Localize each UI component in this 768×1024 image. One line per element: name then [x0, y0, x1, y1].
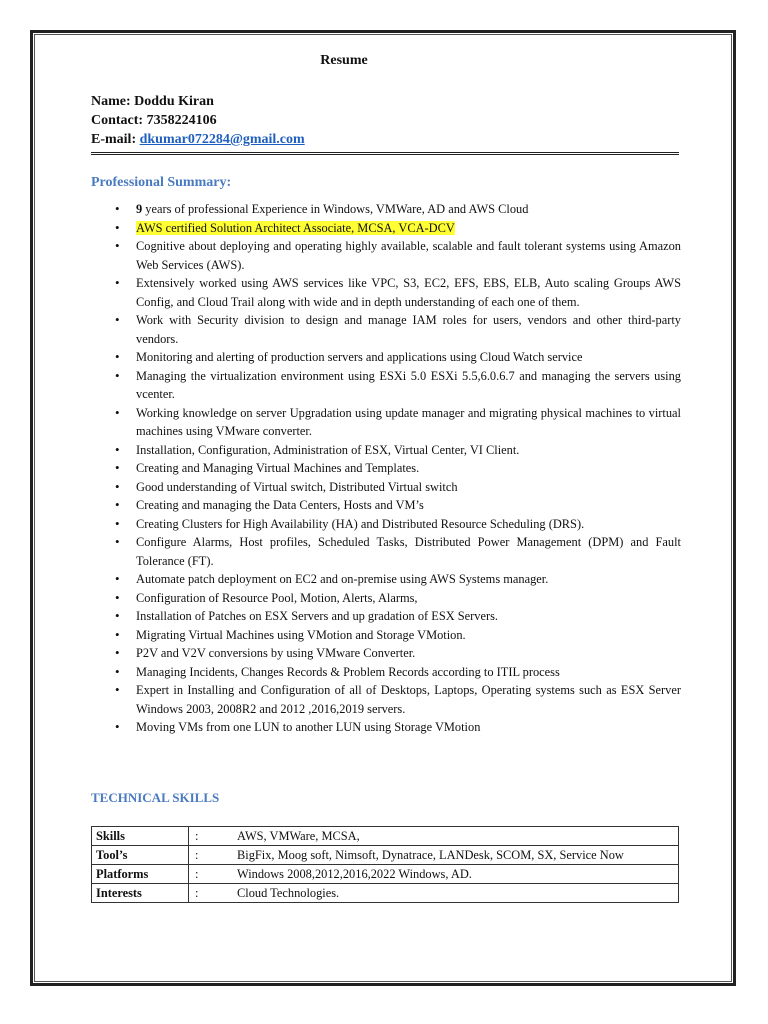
skill-value: BigFix, Moog soft, Nimsoft, Dynatrace, LANDesk, SCOM, SX, Service Now: [233, 846, 679, 865]
skill-separator: :: [189, 865, 234, 884]
list-item: • Expert in Installing and Configuration of all of Desktops, Laptops, Operating systems such as ESX Server Windows 2003, 2008R2 and 2012 ,2016,2019 servers.: [91, 681, 681, 718]
list-item: • Good understanding of Virtual switch, Distributed Virtual switch: [91, 478, 681, 497]
table-row: [92, 846, 679, 865]
skill-label: Tool’s: [92, 846, 189, 865]
list-item: • Creating Clusters for High Availability (HA) and Distributed Resource Scheduling (DRS).: [91, 515, 681, 534]
list-item: • Installation of Patches on ESX Servers and up gradation of ESX Servers.: [91, 607, 681, 626]
skill-label: Skills: [92, 827, 189, 846]
summary-list: [91, 200, 681, 737]
list-item: • Migrating Virtual Machines using VMotion and Storage VMotion.: [91, 626, 681, 645]
list-item: • Work with Security division to design and manage IAM roles for users, vendors and other third-party vendors.: [91, 311, 681, 348]
list-item: • Moving VMs from one LUN to another LUN using Storage VMotion: [91, 718, 681, 737]
technical-skills-heading: TECHNICAL SKILLS: [91, 790, 220, 805]
skill-value: Windows 2008,2012,2016,2022 Windows, AD.: [233, 865, 679, 884]
skill-separator: :: [189, 884, 234, 903]
list-item: • Creating and managing the Data Centers, Hosts and VM’s: [91, 496, 681, 515]
skill-label: Platforms: [92, 865, 189, 884]
list-item: • Monitoring and alerting of production servers and applications using Cloud Watch service: [91, 348, 681, 367]
list-item: • Managing the virtualization environment using ESXi 5.0 ESXi 5.5,6.0.6.7 and managing the servers using vcenter.: [91, 367, 681, 404]
skill-value: AWS, VMWare, MCSA,: [233, 827, 679, 846]
document-title: Resume: [320, 53, 368, 68]
email-link[interactable]: dkumar072284@gmail.com: [139, 132, 305, 147]
skill-separator: :: [189, 827, 234, 846]
list-item: • Cognitive about deploying and operating highly available, scalable and fault tolerant systems using Amazon Web Services (AWS).: [91, 237, 681, 274]
skill-value: Cloud Technologies.: [233, 884, 679, 903]
list-item: • Configuration of Resource Pool, Motion, Alerts, Alarms,: [91, 589, 681, 608]
list-item: • Automate patch deployment on EC2 and on-premise using AWS Systems manager.: [91, 570, 681, 589]
list-item: • Installation, Configuration, Administration of ESX, Virtual Center, VI Client.: [91, 441, 681, 460]
skills-table: [91, 826, 679, 903]
professional-summary-heading: Professional Summary:: [91, 175, 232, 190]
list-item-certification: [91, 219, 681, 238]
email-label: E-mail:: [91, 132, 140, 147]
list-item: • Managing Incidents, Changes Records & Problem Records according to ITIL process: [91, 663, 681, 682]
table-row: [92, 827, 679, 846]
list-item: • Creating and Managing Virtual Machines and Templates.: [91, 459, 681, 478]
name-line: Name: Doddu Kiran: [91, 94, 214, 109]
contact-block: [91, 92, 305, 149]
highlighted-text: AWS certified Solution Architect Associate, MCSA, VCA-DCV: [136, 220, 455, 235]
list-item: • P2V and V2V conversions by using VMware Converter.: [91, 644, 681, 663]
separator-rule: [91, 152, 679, 158]
list-item: • Configure Alarms, Host profiles, Scheduled Tasks, Distributed Power Management (DPM) and Fault Tolerance (FT).: [91, 533, 681, 570]
years-count: 9: [136, 202, 143, 216]
list-item: • 9 years of professional Experience in Windows, VMWare, AD and AWS Cloud: [91, 200, 681, 219]
table-row: [92, 884, 679, 903]
skill-separator: :: [189, 846, 234, 865]
email-line: [91, 130, 305, 149]
list-item: • Extensively worked using AWS services like VPC, S3, EC2, EFS, EBS, ELB, Auto scaling Groups AWS Config, and Cloud Trail along with wide and in depth understanding of each one of them.: [91, 274, 681, 311]
contact-line: Contact: 7358224106: [91, 113, 217, 128]
table-row: [92, 865, 679, 884]
list-item: • Working knowledge on server Upgradation using update manager and migrating physical machines to virtual machines using VMware converter.: [91, 404, 681, 441]
skill-label: Interests: [92, 884, 189, 903]
